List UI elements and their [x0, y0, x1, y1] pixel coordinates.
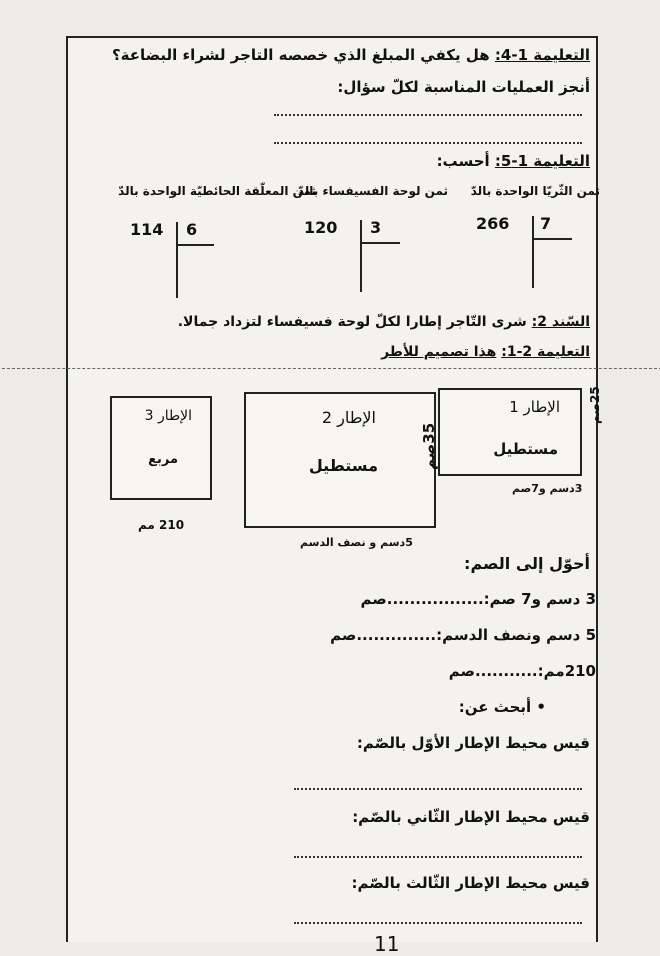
answer-line[interactable]: [274, 142, 582, 144]
dividend: 120: [304, 218, 338, 237]
division-line: [360, 242, 400, 244]
instruction-2-1-title: التعليمة 2-1:: [501, 344, 590, 360]
frame-1-side-length: 25صم: [588, 386, 602, 424]
frame-2-shape: مستطيل: [308, 456, 378, 475]
answer-line[interactable]: [274, 114, 582, 116]
divisor: 3: [370, 218, 382, 237]
frame-1-shape: مستطيل: [493, 440, 558, 458]
dividend: 114: [130, 220, 164, 239]
frame-2-side-length: 35صم: [420, 422, 438, 470]
division-line: [532, 238, 572, 240]
instruction-1-5-action: أحسب:: [436, 152, 490, 170]
instruction-1-4-task: أنجز العمليات المناسبة لكلّ سؤال:: [337, 78, 590, 96]
instruction-2-1-text: هذا تصميم للأطر: [381, 344, 497, 360]
column-label-mosaic: ثمن لوحة الفسيفساء بالدّ: [297, 184, 448, 198]
frame-1: [438, 388, 582, 476]
frame-2-bottom-length: 5دسم و نصف الدسم: [300, 536, 413, 549]
search-heading-text: أبحث عن:: [458, 698, 532, 716]
document-2-title: السّند 2:: [531, 314, 590, 330]
answer-line[interactable]: [294, 788, 582, 790]
frame-3-title: الإطار 3: [144, 408, 192, 424]
frame-2: [244, 392, 436, 528]
divisor: 7: [540, 214, 552, 233]
frame-3: [110, 396, 212, 500]
question-perimeter-frame-1: قيس محيط الإطار الأوّل بالصّم:: [356, 734, 590, 752]
answer-line[interactable]: [294, 922, 582, 924]
frame-1-bottom-length: 3دسم و7صم: [512, 482, 583, 495]
instruction-2-1: [381, 344, 590, 360]
division-bar: [176, 222, 178, 298]
worksheet-page: [66, 36, 602, 942]
convert-line-2[interactable]: 5 دسم ونصف الدسم:..............صم: [330, 626, 596, 644]
frame-3-bottom-length: 210 مم: [138, 518, 185, 532]
bullet-icon: •: [531, 698, 546, 716]
document-2-text: شرى التّاجر إطارا لكلّ لوحة فسيفساء لتزداد جمالا.: [177, 314, 527, 330]
division-bar: [532, 216, 534, 288]
instruction-1-5-title: التعليمة 1-5:: [494, 152, 590, 170]
frame-1-title: الإطار 1: [509, 398, 560, 416]
convert-line-3[interactable]: 210مم:...........صم: [448, 662, 596, 680]
question-perimeter-frame-3: قيس محيط الإطار الثّالث بالصّم:: [351, 874, 590, 892]
dividend: 266: [476, 214, 510, 233]
instruction-1-4-question: هل يكفي المبلغ الذي خصصه التاجر لشراء البضاعة؟: [111, 46, 490, 64]
convert-heading: أحوّل إلى الصم:: [464, 554, 590, 573]
answer-line[interactable]: [294, 856, 582, 858]
instruction-1-4-title: التعليمة 1-4:: [494, 46, 590, 64]
instruction-1-4: [112, 46, 590, 64]
frame-3-shape: مربع: [148, 452, 178, 467]
search-heading: [459, 698, 546, 716]
document-2: [178, 314, 590, 330]
division-bar: [360, 220, 362, 292]
convert-line-1[interactable]: 3 دسم و7 صم:.................صم: [360, 590, 596, 608]
column-label-chandelier: ثمن الثّريّا الواحدة بالدّ: [470, 184, 600, 198]
division-line: [176, 244, 214, 246]
frame-2-title: الإطار 2: [321, 408, 376, 427]
fold-line: [2, 368, 660, 369]
question-perimeter-frame-2: قيس محيط الإطار الثّاني بالصّم:: [352, 808, 590, 826]
divisor: 6: [186, 220, 198, 239]
page-number: 11: [374, 932, 400, 956]
instruction-1-5: [437, 152, 590, 170]
column-label-wall-hanging: ثمن المعلّقة الحائطيّة الواحدة بالدّ: [118, 184, 316, 198]
